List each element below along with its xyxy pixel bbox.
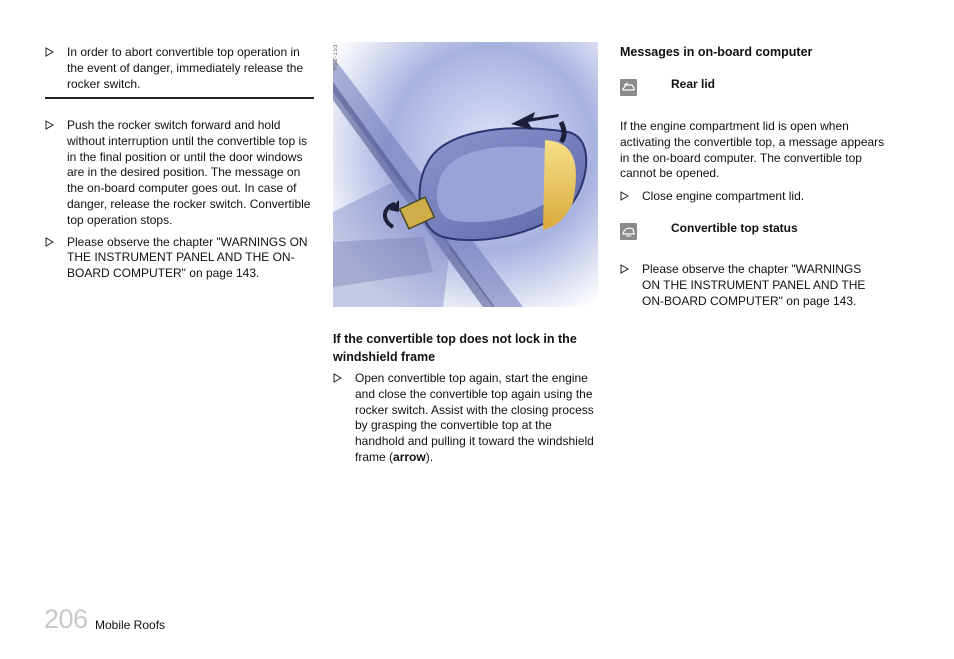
- triangle-bullet-icon: [620, 264, 630, 276]
- left-column: [45, 45, 317, 92]
- bullet-observe-warnings-right: [620, 262, 880, 309]
- bullet-abort: [45, 45, 317, 92]
- left-column-lower: [45, 118, 317, 282]
- rear-lid-text: If the engine compartment lid is open when activating the convertible top, a message appears in the on-board computer. The convertible top cannot be opened.: [620, 119, 885, 181]
- arrow-bold-label: arrow: [393, 449, 426, 464]
- figure-code: H91-153: [333, 44, 339, 71]
- section-divider: [45, 97, 314, 99]
- bullet-abort-text: In order to abort convertible top operation in the event of danger, immediately release the rocker switch.: [67, 45, 304, 91]
- bullet-push-switch: [45, 118, 317, 229]
- right-bullet-close-lid: [620, 189, 890, 205]
- triangle-bullet-icon: [45, 47, 55, 59]
- bullet-observe-warnings: [45, 235, 317, 282]
- rear-lid-title: Rear lid: [671, 77, 716, 91]
- triangle-bullet-icon: [45, 237, 55, 249]
- convertible-top-status-icon: [620, 223, 637, 240]
- messages-heading: Messages in on-board computer: [620, 45, 813, 59]
- convertible-top-handhold-icon: [333, 42, 598, 307]
- section-name: Mobile Roofs: [95, 618, 166, 632]
- bullet-close-lid-text: Close engine compartment lid.: [642, 189, 805, 203]
- bullet-close-lid: [620, 189, 890, 205]
- bullet-open-top-again: [333, 371, 601, 466]
- rear-lid-warning-icon: [620, 79, 637, 96]
- bullet-open-top-text: Open convertible top again, start the engine and close the convertible top again using the rocker switch. Assist with the closing process by grasping the convertible top at the handhold and pulling it toward the windshield frame (: [355, 371, 594, 464]
- triangle-bullet-icon: [333, 373, 343, 385]
- bullet-observe-warnings-text: Please observe the chapter "WARNINGS ON THE INSTRUMENT PANEL AND THE ON-BOARD COMPUTER" on page 143.: [67, 234, 308, 281]
- bullet-observe-right-text: Please observe the chapter "WARNINGS ON THE INSTRUMENT PANEL AND THE ON-BOARD COMPUTER" on page 143.: [642, 262, 866, 308]
- bullet-push-switch-text: Push the rocker switch forward and hold without interruption until the convertible top is in the final position or until the door windows are in the desired position. The message on the on-board computer goes out. In case of danger, release the rocker switch. Convertible top operation stops.: [67, 118, 311, 227]
- bullet-open-top-end: ).: [425, 449, 434, 464]
- convertible-top-status-title: Convertible top status: [671, 221, 798, 235]
- triangle-bullet-icon: [620, 191, 630, 203]
- page-number: 206: [44, 604, 88, 634]
- right-bullet-observe: [620, 262, 880, 309]
- convertible-top-illustration: [333, 42, 598, 307]
- triangle-bullet-icon: [45, 120, 55, 132]
- middle-column: [333, 330, 601, 466]
- section-heading-not-lock: If the convertible top does not lock in the windshield frame: [333, 332, 577, 364]
